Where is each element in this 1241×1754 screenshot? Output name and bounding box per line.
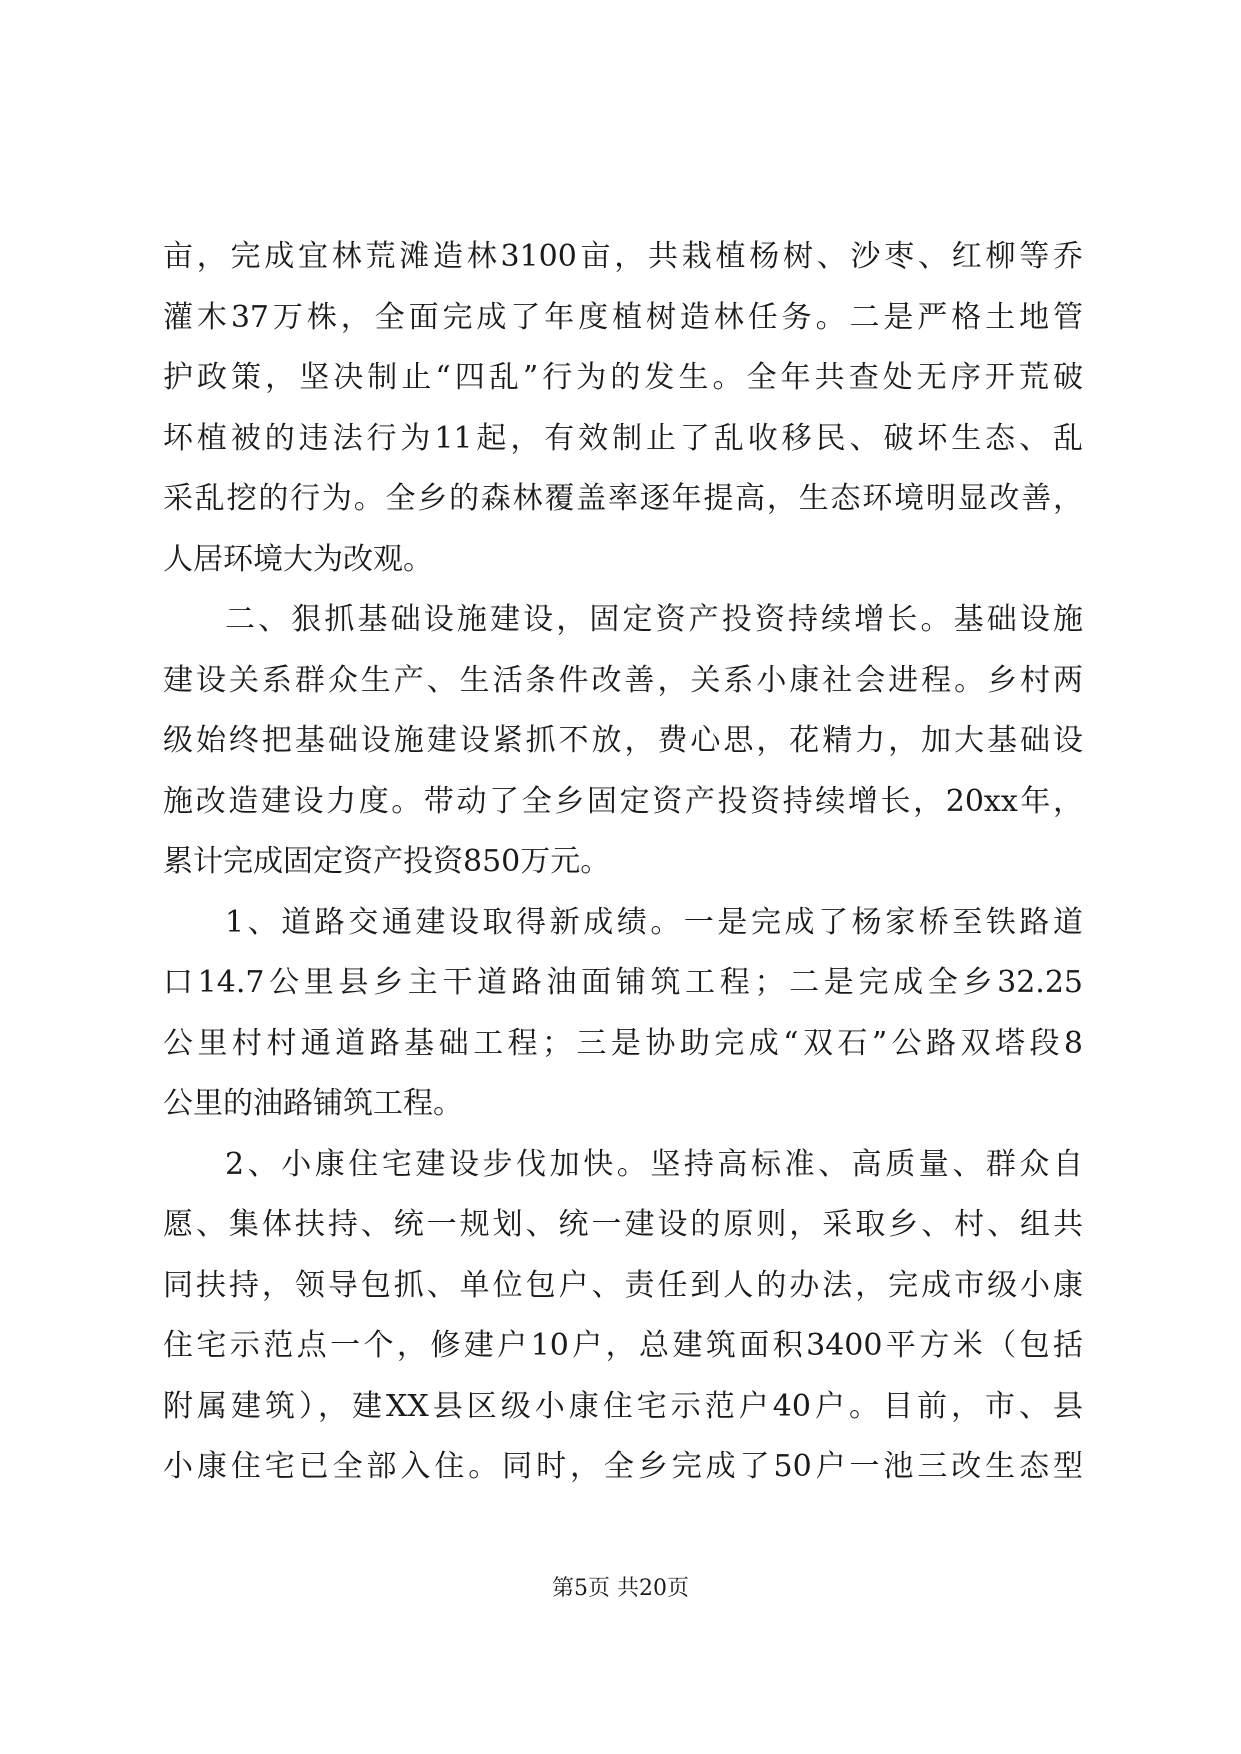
text-line: 级始终把基础设施建设紧抓不放，费心思，花精力，加大基础设	[163, 723, 1083, 758]
text-line: 坏植被的违法行为11起，有效制止了乱收移民、破坏生态、乱	[163, 420, 1083, 456]
text-line: 附属建筑），建XX县区级小康住宅示范户40户。目前，市、县	[163, 1388, 1083, 1424]
text-line: 施改造建设力度。带动了全乡固定资产投资持续增长，20xx年，	[163, 783, 1083, 819]
text-line: 口14.7公里县乡主干道路油面铺筑工程；二是完成全乡32.25	[163, 965, 1083, 1000]
text-line: 灌木37万株，全面完成了年度植树造林任务。二是严格土地管	[163, 299, 1083, 335]
paragraph-heading-line: 2、小康住宅建设步伐加快。坚持高标准、高质量、群众自	[225, 1146, 1083, 1182]
text-line: 人居环境大为改观。	[163, 541, 433, 577]
text-line: 小康住宅已全部入住。同时，全乡完成了50户一池三改生态型	[163, 1449, 1083, 1484]
page-number-footer: 第5页 共20页	[552, 1576, 689, 1601]
paragraph-heading-line: 二、狠抓基础设施建设，固定资产投资持续增长。基础设施	[225, 602, 1083, 637]
text-line: 护政策，坚决制止“四乱”行为的发生。全年共查处无序开荒破	[163, 360, 1083, 395]
text-line: 公里村村通道路基础工程；三是协助完成“双石”公路双塔段8	[163, 1025, 1083, 1061]
body-text	[163, 227, 1083, 1498]
text-line: 采乱挖的行为。全乡的森林覆盖率逐年提高，生态环境明显改善，	[163, 481, 1083, 516]
paragraph-heading-line: 1、道路交通建设取得新成绩。一是完成了杨家桥至铁路道	[225, 904, 1083, 940]
text-line: 住宅示范点一个，修建户10户，总建筑面积3400平方米（包括	[163, 1328, 1083, 1363]
text-line: 愿、集体扶持、统一规划、统一建设的原则，采取乡、村、组共	[163, 1207, 1083, 1242]
text-line: 同扶持，领导包抓、单位包户、责任到人的办法，完成市级小康	[163, 1267, 1083, 1303]
text-line: 累计完成固定资产投资850万元。	[163, 844, 611, 879]
text-line: 亩，完成宜林荒滩造林3100亩，共栽植杨树、沙枣、红柳等乔	[163, 239, 1083, 274]
text-line: 公里的油路铺筑工程。	[163, 1086, 463, 1121]
text-line: 建设关系群众生产、生活条件改善，关系小康社会进程。乡村两	[163, 662, 1083, 698]
